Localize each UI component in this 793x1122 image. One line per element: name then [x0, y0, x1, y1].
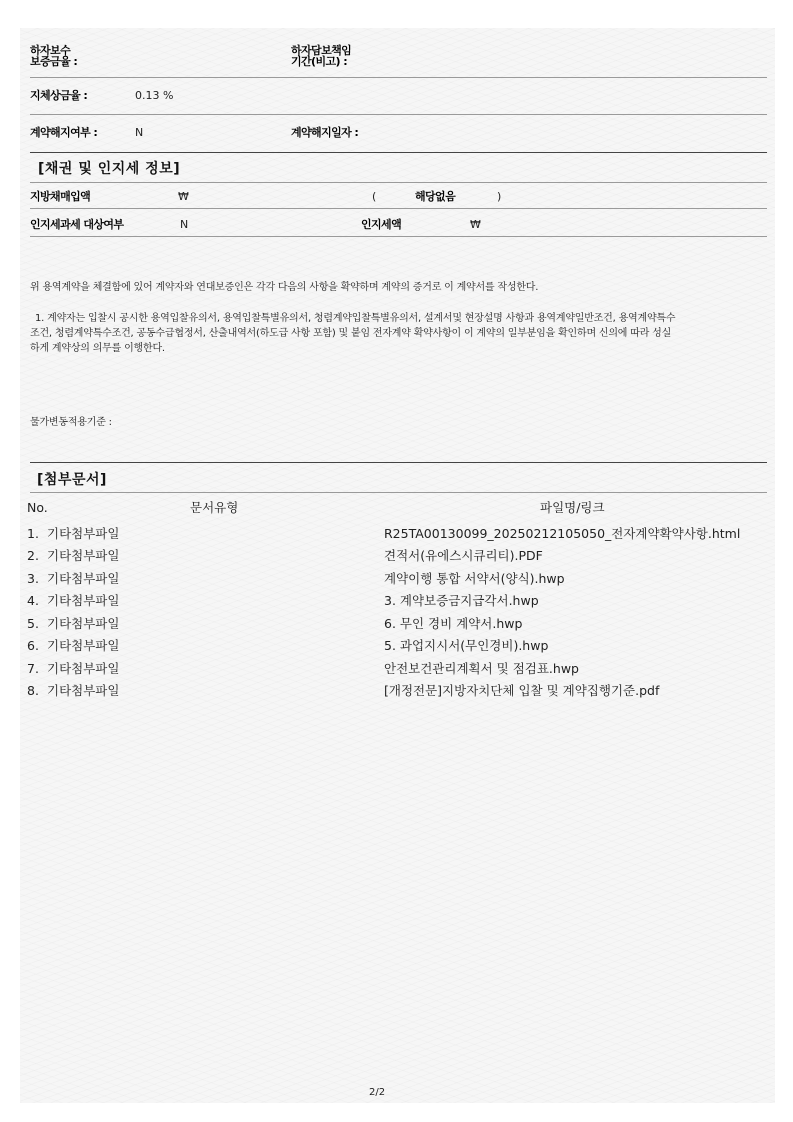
divider — [30, 208, 767, 209]
attachment-no: 7. — [27, 661, 39, 676]
not-applicable-label: 해당없음 — [415, 190, 456, 203]
attachment-no: 1. — [27, 526, 39, 541]
divider — [30, 182, 767, 183]
attachment-no: 5. — [27, 616, 39, 631]
local-bond-currency: ₩ — [178, 190, 189, 203]
attachments-header-file: 파일명/링크 — [540, 500, 605, 515]
attachments-header-no: No. — [27, 500, 48, 515]
bond-section-title: [채권 및 인지세 정보] — [38, 161, 181, 177]
attachment-no: 3. — [27, 571, 39, 586]
late-penalty-rate-value: 0.13 % — [135, 89, 174, 102]
late-penalty-rate-label: 지체상금율 : — [30, 89, 88, 102]
attachment-file-link[interactable]: R25TA00130099_20250212105050_전자계약확약사항.html — [384, 526, 741, 541]
contract-intro-text: 위 용역계약을 체결함에 있어 계약자와 연대보증인은 각각 다음의 사항을 확약하며 계약의 증거로 이 계약서를 작성한다. — [30, 282, 539, 293]
attachment-no: 8. — [27, 683, 39, 698]
divider — [30, 114, 767, 115]
attachment-file-link[interactable]: 계약이행 통합 서약서(양식).hwp — [384, 571, 565, 586]
divider — [30, 77, 767, 78]
divider — [30, 462, 767, 463]
page-number: 2/2 — [369, 1087, 386, 1098]
attachment-type: 기타첨부파일 — [47, 638, 120, 653]
attachments-header-type: 문서유형 — [190, 500, 239, 515]
subcontract-deposit-rate-label: 하자보수 보증금율 : — [30, 44, 78, 68]
attachment-file-link[interactable]: 견적서(유에스시큐리티).PDF — [384, 548, 543, 563]
attachment-type: 기타첨부파일 — [47, 683, 120, 698]
attachment-type: 기타첨부파일 — [47, 661, 120, 676]
clause-1-line-2: 조건, 청렴계약특수조건, 공동수급협정서, 산출내역서(하도급 사항 포함) 및 붙임 전자계약 확약사항이 이 계약의 일부분임을 확인하며 신의에 따라 성실 — [30, 328, 672, 339]
attachment-type: 기타첨부파일 — [47, 548, 120, 563]
defect-liability-period-label: 하자담보책임 기간(비고) : — [291, 44, 352, 68]
divider — [30, 492, 767, 493]
attachment-type: 기타첨부파일 — [47, 616, 120, 631]
attachment-file-link[interactable]: 3. 계약보증금지급각서.hwp — [384, 593, 539, 608]
attachment-no: 6. — [27, 638, 39, 653]
price-adjustment-label: 물가변동적용기준 : — [30, 417, 112, 428]
attachment-no: 4. — [27, 593, 39, 608]
document-page — [20, 28, 775, 1103]
attachment-file-link[interactable]: 안전보건관리계획서 및 점검표.hwp — [384, 661, 579, 676]
stamp-tax-target-label: 인지세과세 대상여부 — [30, 218, 124, 231]
termination-value: N — [135, 126, 144, 139]
termination-date-label: 계약해지일자 : — [291, 126, 359, 139]
paren-close: ) — [497, 190, 502, 203]
attachment-type: 기타첨부파일 — [47, 593, 120, 608]
termination-label: 계약해지여부 : — [30, 126, 98, 139]
local-bond-label: 지방채매입액 — [30, 190, 91, 203]
clause-1-line-1: 1. 계약자는 입찰시 공시한 용역입찰유의서, 용역입찰특별유의서, 청렴계약입찰특별유의서, 설계서및 현장설명 사항과 용역계약일반조건, 용역계약특수 — [35, 313, 676, 324]
attachment-file-link[interactable]: [개정전문]지방자치단체 입찰 및 계약집행기준.pdf — [384, 683, 660, 698]
stamp-tax-target-value: N — [180, 218, 189, 231]
stamp-tax-amount-label: 인지세액 — [361, 218, 402, 231]
divider — [30, 236, 767, 237]
divider — [30, 152, 767, 153]
attachments-title: [첨부문서] — [37, 472, 107, 488]
stamp-tax-currency: ₩ — [470, 218, 481, 231]
paren-open: ( — [372, 190, 377, 203]
attachment-type: 기타첨부파일 — [47, 526, 120, 541]
attachment-type: 기타첨부파일 — [47, 571, 120, 586]
attachment-file-link[interactable]: 6. 무인 경비 계약서.hwp — [384, 616, 523, 631]
attachment-no: 2. — [27, 548, 39, 563]
clause-1-line-3: 하게 계약상의 의무를 이행한다. — [30, 343, 165, 354]
attachment-file-link[interactable]: 5. 과업지시서(무인경비).hwp — [384, 638, 549, 653]
